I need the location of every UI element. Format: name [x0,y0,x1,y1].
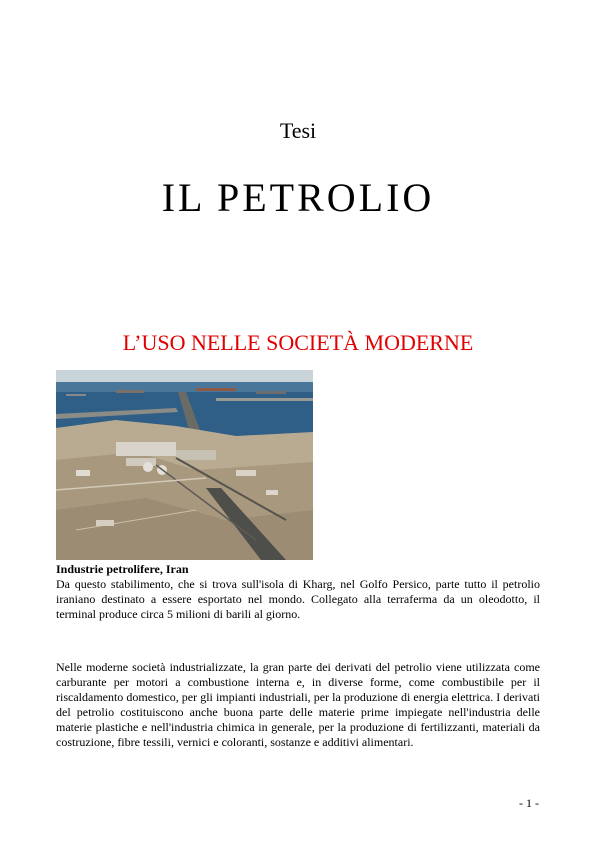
document-subtitle: L’USO NELLE SOCIETÀ MODERNE [122,330,474,355]
document-kicker: Tesi [279,118,317,143]
figure-caption-text: Da questo stabilimento, che si trova sull'isola di Kharg, nel Golfo Persico, parte tutto il petrolio iraniano destinato a essere esportato nel mondo. Collegato alla terraferma da un oleodotto, il terminal produce circa 5 milioni di barili al giorno. [56,577,540,621]
figure-caption [56,562,540,622]
body-paragraph: Nelle moderne società industrializzate, la gran parte dei derivati del petrolio viene utilizzata come carburante per motori a combustione interna e, in diverse forme, come combustibile per il riscaldamento domestico, per gli impianti industriali, per la produzione di energia elettrica. I derivati del petrolio costituiscono anche buona parte delle materie prime impiegate nell'industria delle materie plastiche e nell'industria chimica in generale, per la produzione di fertilizzanti, materiali da costruzione, fibre tessili, vernici e coloranti, sostanze e additivi alimentari. [56,660,540,749]
oil-terminal-photo [56,370,313,560]
document-title: IL PETROLIO [161,175,435,220]
figure-caption-title: Industrie petrolifere, Iran [56,562,189,576]
page-number: - 1 - [519,796,539,810]
